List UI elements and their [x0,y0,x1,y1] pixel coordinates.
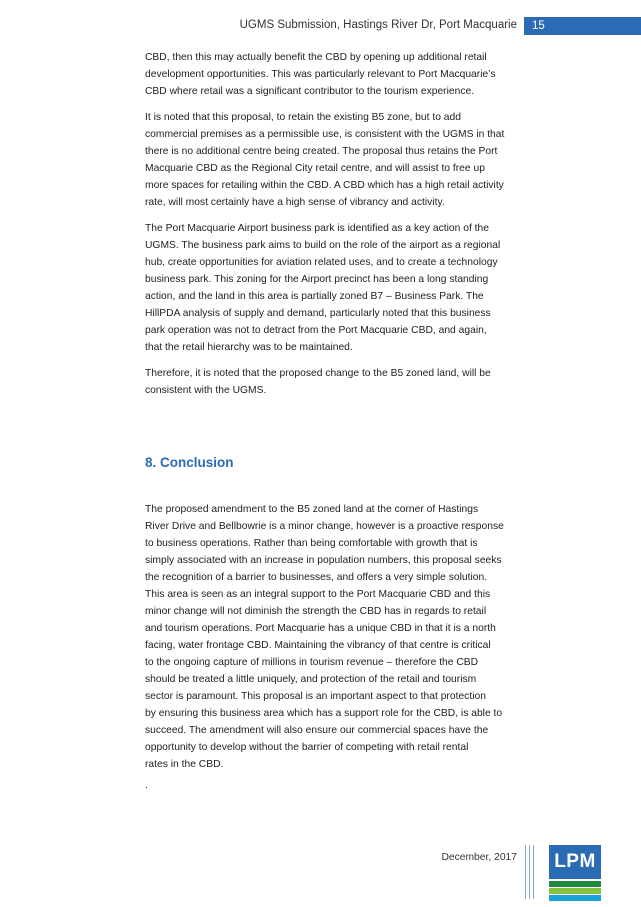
text-line: action, and the land in this area is partially zoned B7 – Business Park. The [145,291,484,302]
text-line: minor change will not diminish the strength the CBD has in regards to retail [145,606,487,617]
text-line: consistent with the UGMS. [145,385,267,396]
text-line: there is no additional centre being created. The proposal thus retains the Port [145,146,498,157]
paragraph-4 [145,365,527,399]
text-line: CBD, then this may actually benefit the CBD by opening up additional retail [145,52,487,63]
text-line: and tourism operations. Port Macquarie has a unique CBD in that it is a north [145,623,496,634]
text-line: hub, create opportunities for aviation related uses, and to create a technology [145,257,498,268]
text-line: to the ongoing capture of millions in tourism revenue – therefore the CBD [145,657,479,668]
paragraph-3 [145,220,527,356]
text-line: rates in the CBD. [145,759,224,770]
text-line: rate, will most certainly have a high sense of vibrancy and activity. [145,197,445,208]
body-section-conclusion [145,501,527,782]
logo-text: LPM [549,845,601,879]
text-line: commercial premises as a permissible use, is consistent with the UGMS in that [145,129,505,140]
text-line: more spaces for retailing within the CBD. A CBD which has a high retail activity [145,180,504,191]
lpm-logo [549,845,601,901]
body-section-top [145,49,527,408]
text-line: by ensuring this business area which has a support role for the CBD, is able to [145,708,503,719]
footer-date: December, 2017 [441,852,517,863]
section-heading-conclusion: 8. Conclusion [145,455,234,470]
text-line: HillPDA analysis of supply and demand, particularly noted that this business [145,308,491,319]
text-line: to business operations. Rather than being comfortable with growth that is [145,538,478,549]
trailing-dot: . [145,780,148,791]
text-line: Macquarie CBD as the Regional City retail centre, and will assist to free up [145,163,485,174]
text-line: should be treated a little uniquely, and protection of the retail and tourism [145,674,477,685]
logo-bar-lime [549,888,601,894]
header-title: UGMS Submission, Hastings River Dr, Port Macquarie [239,19,517,31]
paragraph-2 [145,109,527,211]
text-line: The Port Macquarie Airport business park is identified as a key action of the [145,223,489,234]
page-number-badge: 15 [524,17,641,35]
text-line: opportunity to develop without the barrier of competing with retail rental [145,742,469,753]
text-line: development opportunities. This was particularly relevant to Port Macquarie’s [145,69,496,80]
text-line: CBD where retail was a significant contributor to the tourism experience. [145,86,475,97]
logo-bar-green [549,881,601,887]
text-line: Therefore, it is noted that the proposed change to the B5 zoned land, will be [145,368,491,379]
text-line: park operation was not to detract from the Port Macquarie CBD, and again, [145,325,487,336]
paragraph-conclusion [145,501,527,773]
paragraph-1 [145,49,527,100]
text-line: sector is paramount. This proposal is an important aspect to that protection [145,691,486,702]
text-line: This area is seen as an integral support to the Port Macquarie CBD and this [145,589,491,600]
text-line: The proposed amendment to the B5 zoned land at the corner of Hastings [145,504,479,515]
text-line: simply associated with an increase in population numbers, this proposal seeks [145,555,502,566]
text-line: facing, water frontage CBD. Maintaining the vibrancy of that centre is critical [145,640,491,651]
logo-bar-blue [549,895,601,901]
text-line: the recognition of a barrier to businesses, and offers a very simple solution. [145,572,488,583]
text-line: that the retail hierarchy was to be maintained. [145,342,353,353]
text-line: UGMS. The business park aims to build on the role of the airport as a regional [145,240,501,251]
footer-divider-lines [525,845,537,899]
text-line: River Drive and Bellbowrie is a minor change, however is a proactive response [145,521,504,532]
text-line: It is noted that this proposal, to retain the existing B5 zone, but to add [145,112,461,123]
text-line: business park. This zoning for the Airport precinct has been a long standing [145,274,489,285]
text-line: succeed. The amendment will also ensure our commercial spaces have the [145,725,489,736]
